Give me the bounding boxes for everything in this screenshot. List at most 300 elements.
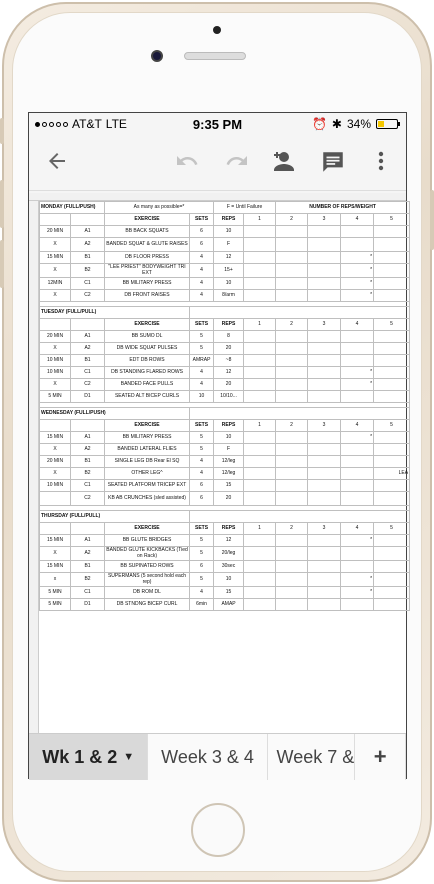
set-3-cell[interactable] — [308, 278, 341, 290]
rest-cell[interactable]: 10 MIN — [40, 355, 71, 367]
reps-cell[interactable]: AMAP — [214, 599, 244, 611]
code-cell[interactable]: A1 — [71, 331, 105, 343]
code-cell[interactable]: A2 — [71, 238, 105, 252]
rest-cell[interactable]: 10 MIN — [40, 367, 71, 379]
set-3-cell[interactable] — [308, 379, 341, 391]
set-4-cell[interactable] — [341, 355, 374, 367]
header-set-3[interactable]: 3 — [308, 214, 341, 226]
set-1-cell[interactable] — [244, 492, 276, 506]
set-1-cell[interactable] — [244, 238, 276, 252]
set-4-cell[interactable] — [341, 456, 374, 468]
header-sets[interactable]: SETS — [190, 523, 214, 535]
header-set-1[interactable]: 1 — [244, 214, 276, 226]
set-3-cell[interactable] — [308, 547, 341, 561]
rest-cell[interactable]: 20 MIN — [40, 226, 71, 238]
sets-cell[interactable]: 6 — [190, 561, 214, 573]
set-3-cell[interactable] — [308, 599, 341, 611]
exercise-row[interactable] — [40, 290, 410, 302]
set-3-cell[interactable] — [308, 468, 341, 480]
header-set-1[interactable]: 1 — [244, 420, 276, 432]
set-5-cell[interactable] — [374, 290, 410, 302]
set-1-cell[interactable] — [244, 264, 276, 278]
rest-cell[interactable]: 15 MIN — [40, 252, 71, 264]
spreadsheet-grid[interactable] — [29, 193, 409, 733]
set-1-cell[interactable] — [244, 252, 276, 264]
reps-cell[interactable]: 10 — [214, 432, 244, 444]
exercise-row[interactable] — [40, 573, 410, 587]
set-3-cell[interactable] — [308, 290, 341, 302]
exercise-row[interactable] — [40, 468, 410, 480]
set-2-cell[interactable] — [276, 343, 308, 355]
header-exercise[interactable]: EXERCISE — [105, 214, 190, 226]
set-2-cell[interactable] — [276, 331, 308, 343]
rest-cell[interactable]: X — [40, 468, 71, 480]
set-3-cell[interactable] — [308, 391, 341, 403]
code-cell[interactable]: A2 — [71, 547, 105, 561]
set-5-cell[interactable] — [374, 379, 410, 391]
set-5-cell[interactable] — [374, 226, 410, 238]
rest-cell[interactable]: X — [40, 238, 71, 252]
exercise-cell[interactable]: SINGLE LEG DB Rear El SQ — [105, 456, 190, 468]
set-1-cell[interactable] — [244, 343, 276, 355]
header-set-5[interactable]: 5 — [374, 420, 410, 432]
header-sets[interactable]: SETS — [190, 214, 214, 226]
wednesday-rows[interactable] — [40, 432, 410, 506]
sets-cell[interactable]: 5 — [190, 573, 214, 587]
set-4-cell[interactable] — [341, 573, 374, 587]
code-cell[interactable]: B1 — [71, 252, 105, 264]
code-cell[interactable]: D1 — [71, 391, 105, 403]
reps-cell[interactable]: 15 — [214, 587, 244, 599]
set-2-cell[interactable] — [276, 444, 308, 456]
sets-cell[interactable]: 4 — [190, 468, 214, 480]
set-5-cell[interactable] — [374, 561, 410, 573]
sets-cell[interactable]: 4 — [190, 278, 214, 290]
comment-icon[interactable] — [319, 149, 347, 177]
exercise-row[interactable] — [40, 456, 410, 468]
sets-cell[interactable]: 4 — [190, 264, 214, 278]
header-set-5[interactable]: 5 — [374, 319, 410, 331]
set-1-cell[interactable] — [244, 535, 276, 547]
reps-cell[interactable]: 10 — [214, 226, 244, 238]
set-2-cell[interactable] — [276, 367, 308, 379]
sets-cell[interactable]: AMRAP — [190, 355, 214, 367]
set-1-cell[interactable] — [244, 456, 276, 468]
exercise-row[interactable] — [40, 480, 410, 492]
sets-cell[interactable]: 6 — [190, 238, 214, 252]
header-set-2[interactable]: 2 — [276, 319, 308, 331]
code-cell[interactable]: C1 — [71, 587, 105, 599]
plus-icon[interactable]: + — [373, 744, 387, 769]
sets-cell[interactable]: 4 — [190, 367, 214, 379]
header-exercise[interactable]: EXERCISE — [105, 420, 190, 432]
reps-cell[interactable]: 8/arm — [214, 290, 244, 302]
set-3-cell[interactable] — [308, 238, 341, 252]
set-1-cell[interactable] — [244, 468, 276, 480]
set-5-cell[interactable] — [374, 355, 410, 367]
set-1-cell[interactable] — [244, 367, 276, 379]
set-4-cell[interactable] — [341, 432, 374, 444]
set-5-cell[interactable] — [374, 492, 410, 506]
more-vert-icon[interactable] — [367, 149, 395, 177]
reps-cell[interactable]: 15+ — [214, 264, 244, 278]
exercise-row[interactable] — [40, 331, 410, 343]
header-reps[interactable]: REPS — [214, 319, 244, 331]
set-4-cell[interactable] — [341, 535, 374, 547]
note-reps-weight[interactable]: NUMBER OF REPS/WEIGHT — [276, 202, 410, 214]
set-5-cell[interactable] — [374, 573, 410, 587]
reps-cell[interactable]: 12 — [214, 535, 244, 547]
exercise-row[interactable] — [40, 561, 410, 573]
exercise-row[interactable] — [40, 355, 410, 367]
header-sets[interactable]: SETS — [190, 319, 214, 331]
set-2-cell[interactable] — [276, 391, 308, 403]
header-exercise[interactable]: EXERCISE — [105, 319, 190, 331]
rest-cell[interactable]: X — [40, 444, 71, 456]
set-2-cell[interactable] — [276, 561, 308, 573]
set-4-cell[interactable] — [341, 252, 374, 264]
exercise-cell[interactable]: BANDED GLUTE KICKBACKS (Tied on Rack) — [106, 547, 188, 559]
set-5-cell[interactable] — [374, 252, 410, 264]
set-5-cell[interactable] — [374, 238, 410, 252]
set-4-cell[interactable] — [341, 444, 374, 456]
exercise-cell[interactable]: BB GLUTE BRIDGES — [105, 535, 190, 547]
set-5-cell[interactable] — [374, 331, 410, 343]
header-reps[interactable]: REPS — [214, 523, 244, 535]
set-4-cell[interactable] — [341, 264, 374, 278]
reps-cell[interactable]: 10 — [214, 278, 244, 290]
exercise-row[interactable] — [40, 391, 410, 403]
tab-week-3-4[interactable] — [148, 734, 267, 780]
set-5-cell[interactable] — [374, 278, 410, 290]
set-1-cell[interactable] — [244, 547, 276, 561]
note-amap[interactable]: As many as possible=* — [105, 202, 214, 214]
set-2-cell[interactable] — [276, 547, 308, 561]
exercise-row[interactable] — [40, 238, 410, 252]
header-set-4[interactable]: 4 — [341, 319, 374, 331]
tuesday-rows[interactable] — [40, 331, 410, 403]
code-cell[interactable]: D1 — [71, 599, 105, 611]
code-cell[interactable]: B2 — [71, 573, 105, 587]
header-row[interactable] — [40, 523, 410, 535]
exercise-row[interactable] — [40, 547, 410, 561]
set-5-cell[interactable] — [374, 599, 410, 611]
set-2-cell[interactable] — [276, 379, 308, 391]
tuesday-title-row[interactable] — [40, 307, 410, 319]
exercise-row[interactable] — [40, 587, 410, 599]
undo-icon[interactable] — [173, 149, 201, 177]
exercise-cell[interactable]: BANDED LATERAL FLIES — [105, 444, 190, 456]
reps-cell[interactable]: ~8 — [214, 355, 244, 367]
redo-icon[interactable] — [223, 149, 251, 177]
set-4-cell[interactable] — [341, 278, 374, 290]
reps-cell[interactable]: 12 — [214, 367, 244, 379]
set-1-cell[interactable] — [244, 587, 276, 599]
set-3-cell[interactable] — [308, 535, 341, 547]
set-5-cell[interactable] — [374, 535, 410, 547]
exercise-row[interactable] — [40, 252, 410, 264]
set-1-cell[interactable] — [244, 444, 276, 456]
header-set-3[interactable]: 3 — [308, 319, 341, 331]
set-3-cell[interactable] — [308, 264, 341, 278]
header-row[interactable] — [40, 214, 410, 226]
reps-cell[interactable]: 10/10... — [214, 391, 244, 403]
exercise-cell[interactable]: BB SUPINATED ROWS — [105, 561, 190, 573]
set-1-cell[interactable] — [244, 480, 276, 492]
set-5-cell[interactable] — [374, 343, 410, 355]
header-set-2[interactable]: 2 — [276, 420, 308, 432]
set-3-cell[interactable] — [308, 573, 341, 587]
reps-cell[interactable]: 10 — [214, 573, 244, 587]
set-2-cell[interactable] — [276, 535, 308, 547]
exercise-row[interactable] — [40, 264, 410, 278]
exercise-cell[interactable]: DB STANDING FLARED ROWS — [105, 367, 190, 379]
header-set-3[interactable]: 3 — [308, 420, 341, 432]
reps-cell[interactable]: 20/leg — [214, 547, 244, 561]
code-cell[interactable]: A1 — [71, 226, 105, 238]
code-cell[interactable]: B1 — [71, 355, 105, 367]
set-1-cell[interactable] — [244, 379, 276, 391]
reps-cell[interactable]: 20 — [214, 379, 244, 391]
exercise-row[interactable] — [40, 226, 410, 238]
header-set-2[interactable]: 2 — [276, 214, 308, 226]
sets-cell[interactable]: 4 — [190, 290, 214, 302]
rest-cell[interactable]: X — [40, 547, 71, 561]
set-2-cell[interactable] — [276, 290, 308, 302]
set-5-cell[interactable] — [374, 587, 410, 599]
set-5-cell[interactable] — [374, 432, 410, 444]
rest-cell[interactable]: X — [40, 290, 71, 302]
set-2-cell[interactable] — [276, 238, 308, 252]
rest-cell[interactable]: 10 MIN — [40, 480, 71, 492]
set-3-cell[interactable] — [308, 456, 341, 468]
rest-cell[interactable]: X — [40, 343, 71, 355]
set-3-cell[interactable] — [308, 252, 341, 264]
set-4-cell[interactable] — [341, 587, 374, 599]
code-cell[interactable]: A1 — [71, 535, 105, 547]
set-2-cell[interactable] — [276, 252, 308, 264]
code-cell[interactable]: B1 — [71, 456, 105, 468]
exercise-cell[interactable]: EDT DB ROWS — [105, 355, 190, 367]
exercise-cell[interactable]: DB FRONT RAISES — [105, 290, 190, 302]
exercise-cell[interactable]: BB MILITARY PRESS — [105, 278, 190, 290]
sets-cell[interactable]: 10 — [190, 391, 214, 403]
set-3-cell[interactable] — [308, 343, 341, 355]
set-4-cell[interactable] — [341, 492, 374, 506]
set-1-cell[interactable] — [244, 561, 276, 573]
exercise-cell[interactable]: SEATED PLATFORM TRICEP EXT — [105, 480, 190, 492]
sets-cell[interactable]: 5 — [190, 331, 214, 343]
set-5-cell[interactable] — [374, 444, 410, 456]
code-cell[interactable]: A2 — [71, 444, 105, 456]
set-4-cell[interactable] — [341, 367, 374, 379]
sets-cell[interactable]: 6min — [190, 599, 214, 611]
sets-cell[interactable]: 4 — [190, 587, 214, 599]
code-cell[interactable]: C2 — [71, 379, 105, 391]
header-set-1[interactable]: 1 — [244, 523, 276, 535]
set-2-cell[interactable] — [276, 432, 308, 444]
set-4-cell[interactable] — [341, 391, 374, 403]
header-row[interactable] — [40, 420, 410, 432]
set-1-cell[interactable] — [244, 391, 276, 403]
arrow-left-icon[interactable] — [43, 149, 71, 177]
code-cell[interactable]: C1 — [71, 480, 105, 492]
code-cell[interactable]: A2 — [71, 343, 105, 355]
set-3-cell[interactable] — [308, 480, 341, 492]
sets-cell[interactable]: 5 — [190, 432, 214, 444]
set-1-cell[interactable] — [244, 226, 276, 238]
header-sets[interactable]: SETS — [190, 420, 214, 432]
exercise-row[interactable] — [40, 492, 410, 506]
code-cell[interactable]: B2 — [71, 468, 105, 480]
sets-cell[interactable]: 4 — [190, 252, 214, 264]
set-4-cell[interactable] — [341, 561, 374, 573]
sets-cell[interactable]: 6 — [190, 492, 214, 506]
code-cell[interactable]: B1 — [71, 561, 105, 573]
caret-down-icon[interactable]: ▼ — [123, 751, 135, 763]
sets-cell[interactable]: 5 — [190, 547, 214, 561]
exercise-cell[interactable]: BB SUMO DL — [105, 331, 190, 343]
sets-cell[interactable]: 6 — [190, 480, 214, 492]
set-1-cell[interactable] — [244, 355, 276, 367]
header-exercise[interactable]: EXERCISE — [105, 523, 190, 535]
code-cell[interactable]: A1 — [71, 432, 105, 444]
day-title[interactable]: WEDNESDAY (FULL/PUSH) — [40, 408, 190, 420]
exercise-row[interactable] — [40, 599, 410, 611]
set-4-cell[interactable] — [341, 599, 374, 611]
set-3-cell[interactable] — [308, 226, 341, 238]
reps-cell[interactable]: 12 — [214, 252, 244, 264]
set-3-cell[interactable] — [308, 432, 341, 444]
header-reps[interactable]: REPS — [214, 420, 244, 432]
header-set-4[interactable]: 4 — [341, 523, 374, 535]
set-2-cell[interactable] — [276, 355, 308, 367]
set-1-cell[interactable] — [244, 290, 276, 302]
set-3-cell[interactable] — [308, 587, 341, 599]
code-cell[interactable]: B2 — [71, 264, 105, 278]
set-2-cell[interactable] — [276, 226, 308, 238]
set-4-cell[interactable] — [341, 480, 374, 492]
set-1-cell[interactable] — [244, 278, 276, 290]
reps-cell[interactable]: 12/leg — [214, 456, 244, 468]
column-header-bar[interactable] — [29, 193, 406, 201]
sets-cell[interactable]: 5 — [190, 444, 214, 456]
header-set-3[interactable]: 3 — [308, 523, 341, 535]
rest-cell[interactable]: x — [40, 573, 71, 587]
set-4-cell[interactable] — [341, 238, 374, 252]
day-title[interactable]: THURSDAY (FULL/PULL) — [40, 511, 190, 523]
reps-cell[interactable]: 30sec — [214, 561, 244, 573]
monday-title-row[interactable] — [40, 202, 410, 214]
header-set-2[interactable]: 2 — [276, 523, 308, 535]
rest-cell[interactable]: 5 MIN — [40, 599, 71, 611]
exercise-cell[interactable]: DB FLOOR PRESS — [105, 252, 190, 264]
rest-cell[interactable]: 15 MIN — [40, 535, 71, 547]
rest-cell[interactable]: 5 MIN — [40, 587, 71, 599]
header-set-1[interactable]: 1 — [244, 319, 276, 331]
exercise-cell[interactable]: OTHER LEG^ — [105, 468, 190, 480]
tab-week-7[interactable] — [268, 734, 356, 780]
header-reps[interactable]: REPS — [214, 214, 244, 226]
exercise-row[interactable] — [40, 432, 410, 444]
set-2-cell[interactable] — [276, 599, 308, 611]
reps-cell[interactable]: 12/leg — [214, 468, 244, 480]
home-button[interactable] — [191, 803, 245, 857]
set-2-cell[interactable] — [276, 278, 308, 290]
set-1-cell[interactable] — [244, 331, 276, 343]
set-2-cell[interactable] — [276, 492, 308, 506]
set-5-cell[interactable] — [374, 480, 410, 492]
add-sheet-button[interactable] — [355, 734, 406, 780]
reps-cell[interactable]: 20 — [214, 492, 244, 506]
reps-cell[interactable]: 8 — [214, 331, 244, 343]
set-5-cell[interactable] — [374, 391, 410, 403]
set-3-cell[interactable] — [308, 331, 341, 343]
set-4-cell[interactable] — [341, 290, 374, 302]
rest-cell[interactable]: 5 MIN — [40, 391, 71, 403]
reps-cell[interactable]: F — [214, 238, 244, 252]
set-4-cell[interactable] — [341, 547, 374, 561]
rest-cell[interactable]: X — [40, 264, 71, 278]
code-cell[interactable]: C2 — [71, 290, 105, 302]
set-5-cell[interactable] — [374, 456, 410, 468]
day-title[interactable]: MONDAY (FULL/PUSH) — [40, 202, 105, 214]
exercise-cell[interactable]: BB MILITARY PRESS — [105, 432, 190, 444]
set-4-cell[interactable] — [341, 226, 374, 238]
rest-cell[interactable]: X — [40, 379, 71, 391]
code-cell[interactable]: C1 — [71, 367, 105, 379]
set-3-cell[interactable] — [308, 561, 341, 573]
set-4-cell[interactable] — [341, 468, 374, 480]
thursday-rows[interactable] — [40, 535, 410, 611]
set-3-cell[interactable] — [308, 492, 341, 506]
note-failure[interactable]: F = Until Failure — [214, 202, 276, 214]
exercise-cell[interactable]: SEATED ALT BICEP CURLS — [105, 391, 190, 403]
set-4-cell[interactable] — [341, 379, 374, 391]
add-person-icon[interactable] — [271, 149, 299, 177]
set-5-cell[interactable] — [374, 468, 410, 480]
set-2-cell[interactable] — [276, 480, 308, 492]
wednesday-title-row[interactable] — [40, 408, 410, 420]
code-cell[interactable]: C1 — [71, 278, 105, 290]
code-cell[interactable]: C2 — [71, 492, 105, 506]
sets-cell[interactable]: 4 — [190, 456, 214, 468]
header-set-5[interactable]: 5 — [374, 214, 410, 226]
header-row[interactable] — [40, 319, 410, 331]
set-1-cell[interactable] — [244, 573, 276, 587]
exercise-row[interactable] — [40, 379, 410, 391]
exercise-cell[interactable]: BANDED SQUAT & GLUTE RAISES — [105, 238, 190, 252]
workout-table[interactable] — [39, 201, 410, 611]
rest-cell[interactable]: 12MIN — [40, 278, 71, 290]
set-3-cell[interactable] — [308, 355, 341, 367]
set-4-cell[interactable] — [341, 331, 374, 343]
set-1-cell[interactable] — [244, 432, 276, 444]
set-3-cell[interactable] — [308, 367, 341, 379]
rest-cell[interactable]: 15 MIN — [40, 561, 71, 573]
sets-cell[interactable]: 6 — [190, 226, 214, 238]
set-5-cell[interactable] — [374, 547, 410, 561]
exercise-cell[interactable]: "LEE PRIEST" BODYWEIGHT TRI EXT — [105, 264, 190, 278]
set-2-cell[interactable] — [276, 456, 308, 468]
sets-cell[interactable]: 5 — [190, 343, 214, 355]
set-2-cell[interactable] — [276, 264, 308, 278]
reps-cell[interactable]: F — [214, 444, 244, 456]
row-header-bar[interactable] — [29, 201, 39, 741]
exercise-cell[interactable]: SUPERMANS (5 second hold each rep) — [105, 573, 190, 587]
set-2-cell[interactable] — [276, 468, 308, 480]
exercise-row[interactable] — [40, 444, 410, 456]
